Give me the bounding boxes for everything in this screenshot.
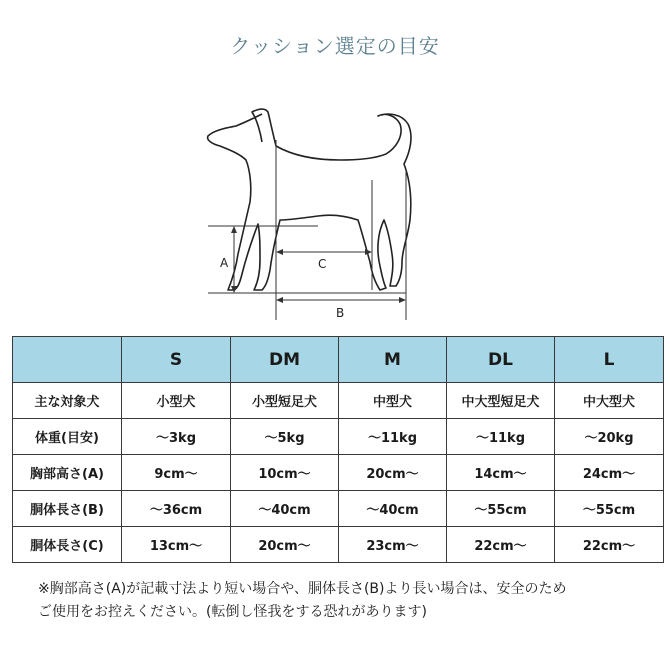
- table-row: [13, 527, 664, 563]
- table-cell: 13cm〜: [122, 527, 231, 563]
- table-cell: 〜11kg: [447, 419, 555, 455]
- table-row: [13, 491, 664, 527]
- caution-note-line-2: ご使用をお控えください。(転倒し怪我をする恐れがあります): [38, 604, 427, 620]
- table-cell: 14cm〜: [447, 455, 555, 491]
- header-corner-cell: [13, 337, 122, 383]
- size-header-row: [13, 337, 664, 383]
- caution-note: [38, 578, 658, 624]
- size-header: M: [339, 337, 447, 383]
- table-cell: 〜36cm: [122, 491, 231, 527]
- table-cell: 10cm〜: [231, 455, 339, 491]
- size-header: DM: [231, 337, 339, 383]
- table-cell: 〜11kg: [339, 419, 447, 455]
- table-cell: 〜40cm: [231, 491, 339, 527]
- table-cell: 小型短足犬: [231, 383, 339, 419]
- dog-measurement-diagram: [190, 90, 440, 330]
- row-label: 胸部高さ(A): [13, 455, 122, 491]
- table-row: [13, 455, 664, 491]
- table-row: [13, 419, 664, 455]
- table-row: [13, 383, 664, 419]
- table-cell: 〜40cm: [339, 491, 447, 527]
- size-header: S: [122, 337, 231, 383]
- caution-note-line-1: ※胸部高さ(A)が記載寸法より短い場合や、胴体長さ(B)より長い場合は、安全のため: [38, 581, 567, 597]
- label-b: B: [336, 306, 345, 320]
- row-label: 胴体長さ(B): [13, 491, 122, 527]
- label-a: A: [220, 256, 229, 270]
- size-header: DL: [447, 337, 555, 383]
- table-cell: 23cm〜: [339, 527, 447, 563]
- size-chart-table: [12, 336, 664, 563]
- table-cell: 〜55cm: [447, 491, 555, 527]
- table-cell: 9cm〜: [122, 455, 231, 491]
- page-title: クッション選定の目安: [230, 34, 440, 58]
- table-cell: 22cm〜: [447, 527, 555, 563]
- table-cell: 〜3kg: [122, 419, 231, 455]
- table-cell: 22cm〜: [555, 527, 664, 563]
- row-label: 体重(目安): [13, 419, 122, 455]
- row-label: 主な対象犬: [13, 383, 122, 419]
- table-cell: 小型犬: [122, 383, 231, 419]
- table-cell: 中型犬: [339, 383, 447, 419]
- table-cell: 〜20kg: [555, 419, 664, 455]
- table-cell: 20cm〜: [339, 455, 447, 491]
- label-c: C: [318, 257, 327, 271]
- table-cell: 〜55cm: [555, 491, 664, 527]
- table-cell: 中大型短足犬: [447, 383, 555, 419]
- table-cell: 〜5kg: [231, 419, 339, 455]
- table-cell: 20cm〜: [231, 527, 339, 563]
- size-header: L: [555, 337, 664, 383]
- row-label: 胴体長さ(C): [13, 527, 122, 563]
- table-cell: 中大型犬: [555, 383, 664, 419]
- table-cell: 24cm〜: [555, 455, 664, 491]
- dog-outline: [208, 109, 411, 290]
